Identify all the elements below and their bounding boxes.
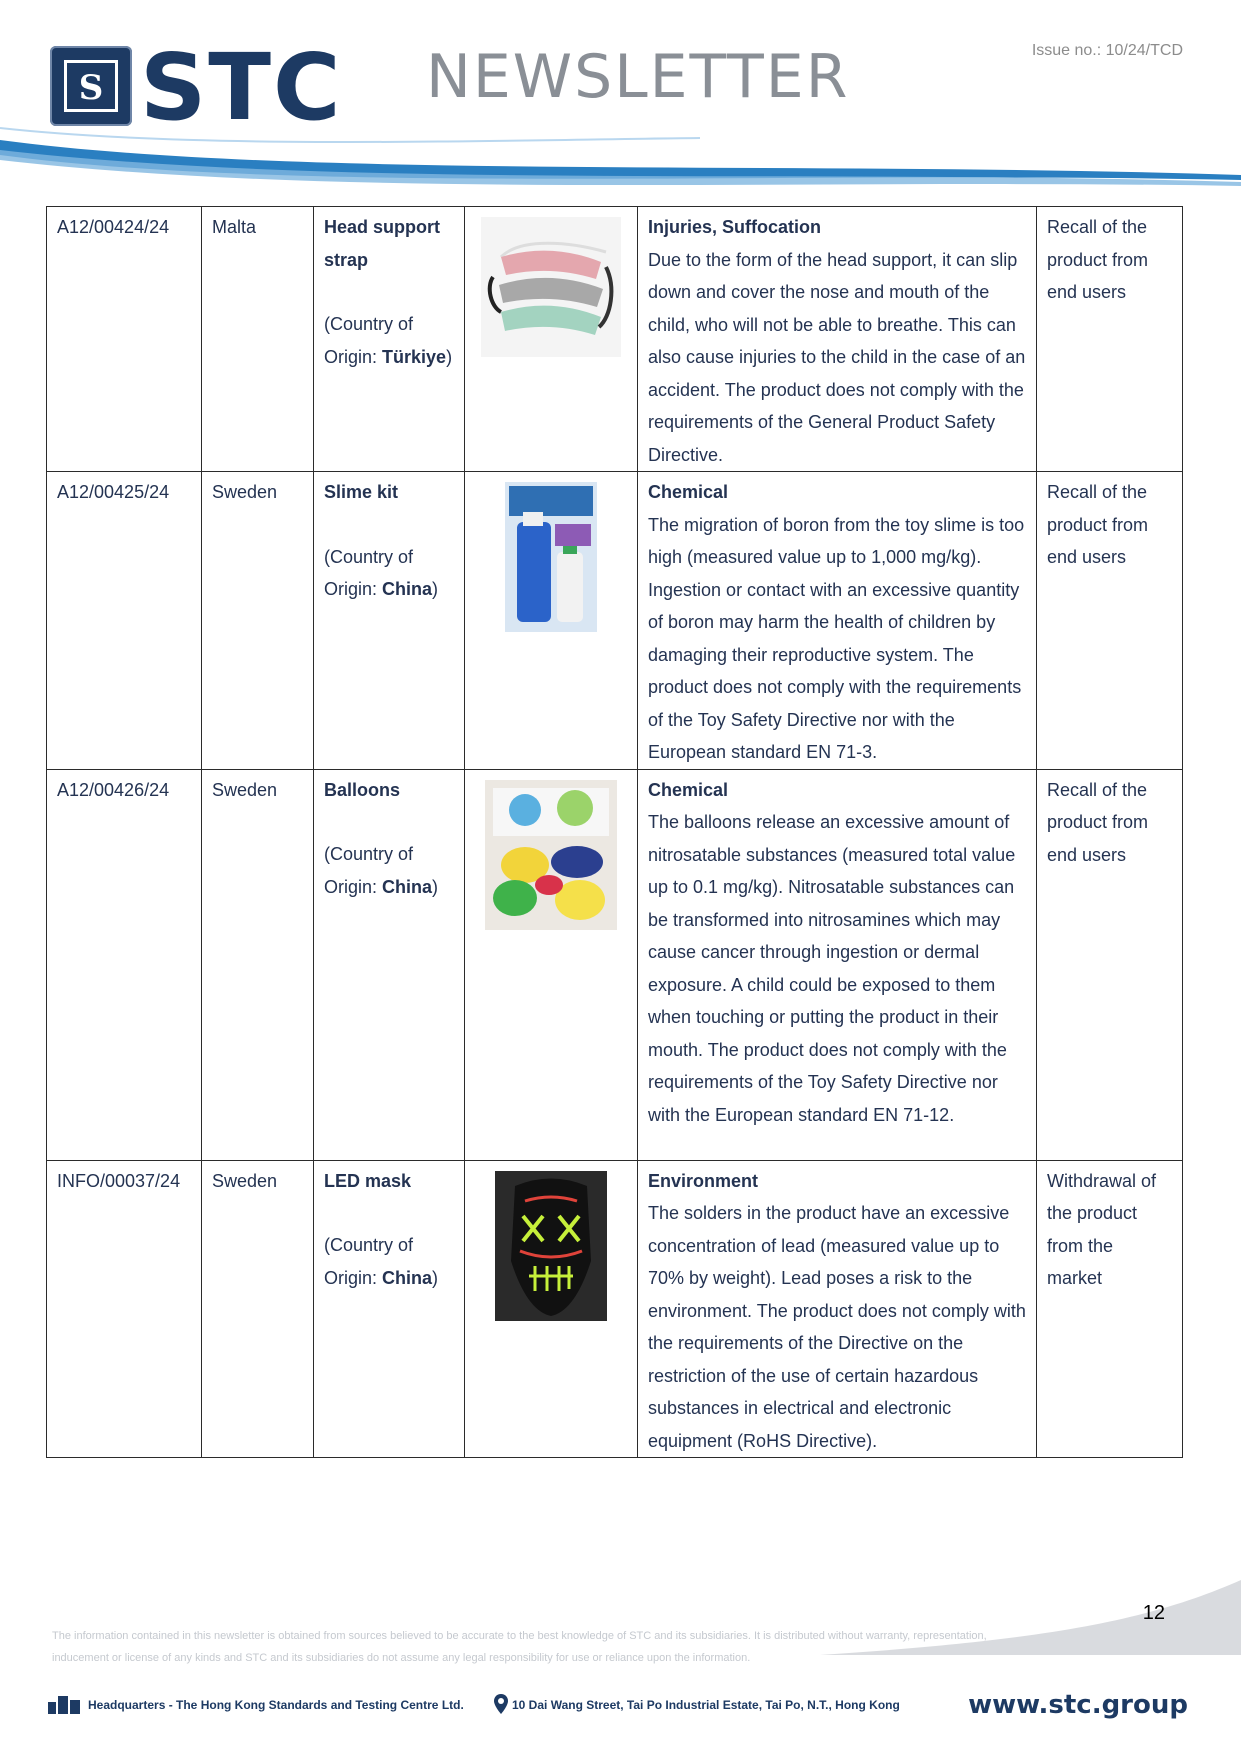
stc-logo-text: STC	[140, 34, 343, 141]
risk-description: The solders in the product have an excessive concentration of lead (measured value up to 70% by weight). Lead poses a risk to the environment. The product does not comply with the requirements of the Directive on the restriction of the use of certain hazardous substances in electrical and electronic equipment (RoHS Directive).	[648, 1203, 1026, 1451]
logo-monogram: S	[64, 60, 118, 112]
table-row	[47, 207, 1183, 472]
product-cell	[314, 769, 465, 1160]
notifying-country: Malta	[202, 207, 314, 472]
led-mask-photo	[495, 1171, 607, 1321]
product-image-cell	[465, 1160, 638, 1458]
product-name: Slime kit	[324, 482, 399, 502]
table-row	[47, 769, 1183, 1160]
product-image-cell	[465, 207, 638, 472]
product-image-cell	[465, 769, 638, 1160]
newsletter-title: NEWSLETTER	[426, 42, 850, 112]
notification-id: A12/00424/24	[47, 207, 202, 472]
head-support-strap-photo	[481, 217, 621, 357]
headquarters-label: Headquarters - The Hong Kong Standards and Testing Centre Ltd.	[88, 1698, 464, 1712]
risk-cell	[638, 207, 1037, 472]
page-number: 12	[1142, 1602, 1165, 1624]
location-pin-icon	[494, 1694, 508, 1714]
risk-type: Injuries, Suffocation	[648, 217, 822, 237]
notifying-country: Sweden	[202, 769, 314, 1160]
risk-type: Environment	[648, 1170, 759, 1191]
issue-number: Issue no.: 10/24/TCD	[1031, 42, 1183, 59]
notification-id: A12/00425/24	[47, 472, 202, 770]
table-row	[47, 472, 1183, 770]
risk-type: Chemical	[648, 482, 729, 502]
recall-table	[46, 206, 1183, 1458]
country-of-origin: (Country of Origin: China)	[324, 546, 439, 599]
product-cell	[314, 207, 465, 472]
risk-description: The balloons release an excessive amount of nitrosatable substances (measured total value up to 0.1 mg/kg). Nitrosatable substances can be transformed into nitrosamines which may cause cancer through ingestion or dermal exposure. A child could be exposed to them when touching or putting the product in their mouth. The product does not comply with the requirements of the Toy Safety Directive nor with the European standard EN 71-12.	[648, 812, 1016, 1125]
country-of-origin: (Country of Origin: Türkiye)	[324, 314, 453, 367]
measures-taken: Recall of the product from end users	[1037, 769, 1183, 1160]
risk-description: Due to the form of the head support, it can slip down and cover the nose and mouth of the child, who will not be able to breathe. This can also cause injuries to the child in the case of an accident. The product does not comply with the requirements of the General Product Safety Directive.	[648, 249, 1026, 465]
product-name: LED mask	[324, 1170, 412, 1191]
risk-type: Chemical	[648, 779, 729, 800]
country-of-origin: (Country of Origin: China)	[324, 1235, 439, 1288]
stc-logo-mark	[50, 46, 132, 126]
balloons-photo	[485, 780, 617, 930]
product-name: Head support strap	[324, 217, 441, 270]
product-cell	[314, 1160, 465, 1458]
building-icon	[48, 1692, 80, 1714]
product-cell	[314, 472, 465, 770]
risk-cell	[638, 1160, 1037, 1458]
measures-taken: Withdrawal of the product from the market	[1037, 1160, 1183, 1458]
measures-taken: Recall of the product from end users	[1037, 207, 1183, 472]
table-row	[47, 1160, 1183, 1458]
product-name: Balloons	[324, 779, 401, 800]
risk-cell	[638, 472, 1037, 770]
address-label: 10 Dai Wang Street, Tai Po Industrial Estate, Tai Po, N.T., Hong Kong	[512, 1698, 900, 1712]
notifying-country: Sweden	[202, 472, 314, 770]
header-swoosh-decoration	[0, 120, 1241, 210]
product-image-cell	[465, 472, 638, 770]
risk-cell	[638, 769, 1037, 1160]
notification-id: INFO/00037/24	[47, 1160, 202, 1458]
measures-taken: Recall of the product from end users	[1037, 472, 1183, 770]
notification-id: A12/00426/24	[47, 769, 202, 1160]
country-of-origin: (Country of Origin: China)	[324, 844, 439, 897]
page-footer	[48, 1690, 1188, 1730]
notifying-country: Sweden	[202, 1160, 314, 1458]
risk-description: The migration of boron from the toy slime is too high (measured value up to 1,000 mg/kg). Ingestion or contact with an excessive quantity of boron may harm the health of children by damaging their reproductive system. The product does not comply with the requirements of the Toy Safety Directive nor with the European standard EN 71-3.	[648, 514, 1025, 762]
page-header	[0, 0, 1241, 205]
disclaimer-text: The information contained in this newsletter is obtained from sources believed to be accurate to the best knowledge of STC and its subsidiaries. It is distributed without warranty, representation, inducement or license of any kinds and STC and its subsidiaries do not assume any legal responsibility for use or reliance upon the information.	[52, 1630, 987, 1664]
website-link[interactable]: www.stc.group	[968, 1690, 1188, 1720]
slime-kit-photo	[505, 482, 597, 632]
